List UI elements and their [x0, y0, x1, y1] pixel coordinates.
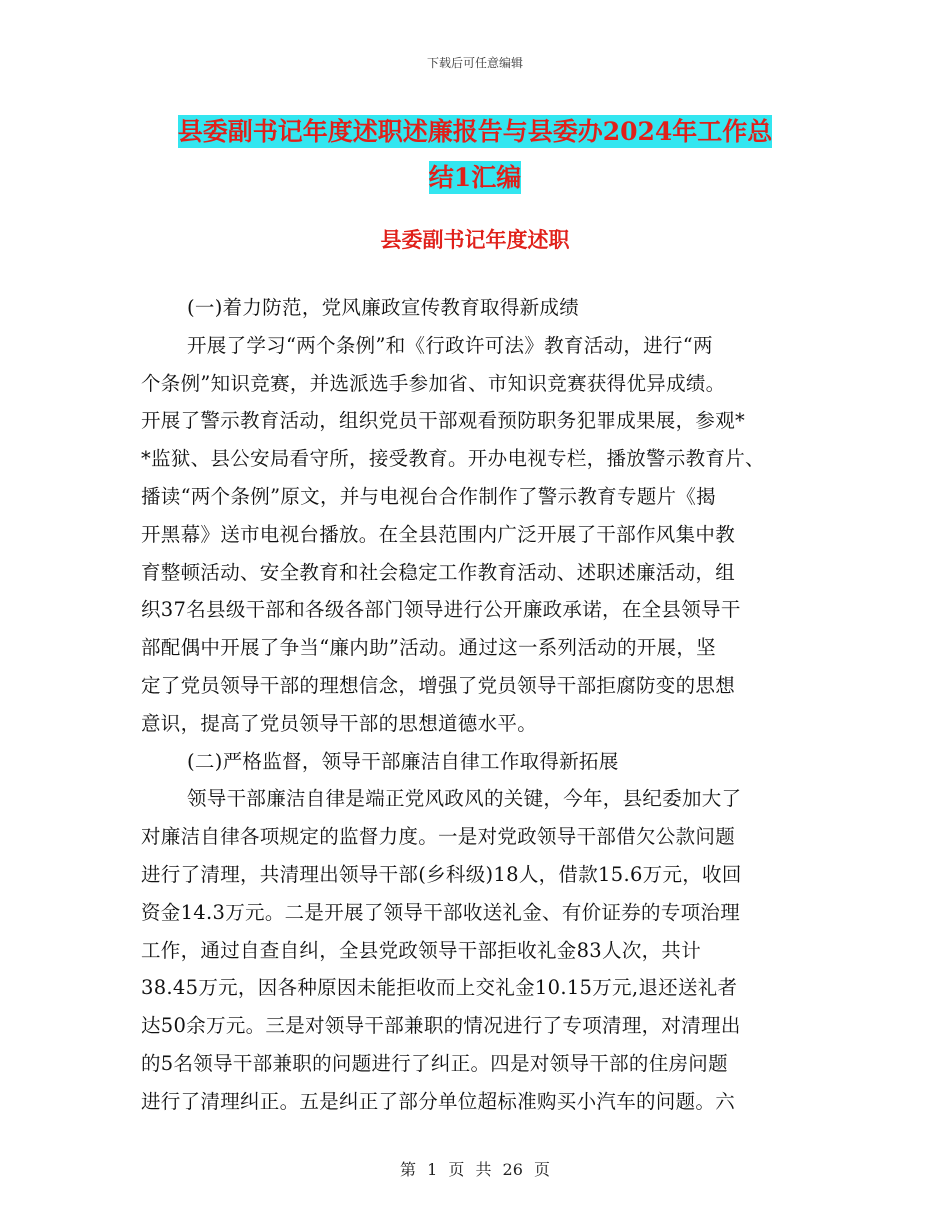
paragraph-line: 育整顿活动、安全教育和社会稳定工作教育活动、述职述廉活动，组 — [141, 560, 736, 584]
paragraph-line: 个条例”知识竞赛，并选派选手参加省、市知识竞赛获得优异成绩。 — [141, 371, 726, 395]
page-footer: 第 1 页 共 26 页 — [400, 1160, 550, 1179]
section-heading-2: (二)严格监督，领导干部廉洁自律工作取得新拓展 — [187, 749, 619, 773]
paragraph-line: 对廉洁自律各项规定的监督力度。一是对党政领导干部借欠公款问题 — [141, 825, 736, 849]
paragraph-line: 意识，提高了党员领导干部的思想道德水平。 — [141, 711, 538, 735]
document-body — [141, 289, 821, 1121]
paragraph-line: 定了党员领导干部的理想信念，增强了党员领导干部拒腐防变的思想 — [141, 673, 736, 697]
paragraph-line: 开展了警示教育活动，组织党员干部观看预防职务犯罪成果展，参观* — [141, 409, 746, 433]
title-highlight-1: 县委副书记年度述职述廉报告与县委办2024年工作总 — [177, 117, 773, 146]
document-title-line-2 — [0, 158, 950, 194]
page-header: 下载后可任意编辑 — [426, 56, 523, 70]
paragraph-line: 工作，通过自查自纠，全县党政领导干部拒收礼金83人次，共计 — [141, 938, 702, 962]
paragraph-line: 织37名县级干部和各级各部门领导进行公开廉政承诺，在全县领导干 — [141, 598, 741, 622]
paragraph-line: 进行了清理，共清理出领导干部(乡科级)18人，借款15.6万元，收回 — [141, 862, 742, 886]
section-heading-1: (一)着力防范，党风廉政宣传教育取得新成绩 — [187, 296, 580, 319]
paragraph-line: *监狱、县公安局看守所，接受教育。开办电视专栏，播放警示教育片、 — [141, 447, 765, 471]
paragraph-line: 达50余万元。三是对领导干部兼职的情况进行了专项清理，对清理出 — [141, 1014, 741, 1038]
paragraph-line: 开黑幕》送市电视台播放。在全县范围内广泛开展了干部作风集中教 — [141, 522, 736, 546]
paragraph-line: 进行了清理纠正。五是纠正了部分单位超标准购买小汽车的问题。六 — [141, 1089, 736, 1113]
paragraph-line: 的5名领导干部兼职的问题进行了纠正。四是对领导干部的住房问题 — [141, 1051, 728, 1075]
paragraph-line: 资金14.3万元。二是开展了领导干部收送礼金、有价证券的专项治理 — [141, 900, 741, 924]
title-highlight-2: 结1汇编 — [428, 163, 522, 192]
paragraph-line: 播读“两个条例”原文，并与电视台合作制作了警示教育专题片《揭 — [141, 484, 716, 508]
paragraph-line: 部配偶中开展了争当“廉内助”活动。通过这一系列活动的开展，坚 — [141, 636, 716, 660]
paragraph-line: 领导干部廉洁自律是端正党风政风的关键，今年，县纪委加大了 — [187, 787, 742, 811]
document-title-line-1 — [0, 112, 950, 148]
paragraph-line: 开展了学习“两个条例”和《行政许可法》教育活动，进行“两 — [187, 333, 713, 357]
paragraph-line: 38.45万元，因各种原因未能拒收而上交礼金10.15万元,退还送礼者 — [141, 976, 738, 1000]
section-heading: 县委副书记年度述职 — [380, 227, 570, 252]
